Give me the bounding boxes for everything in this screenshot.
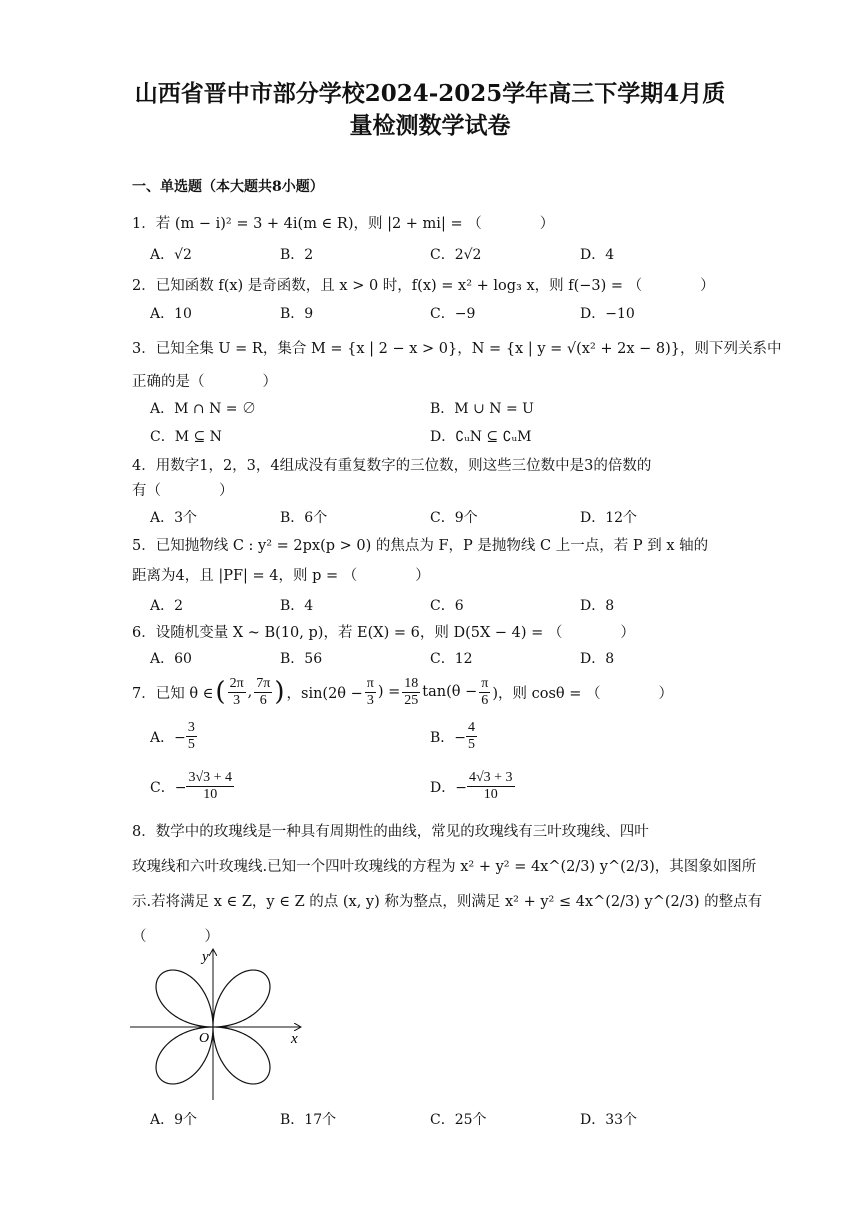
q2-option-b: B．9 (280, 306, 314, 322)
q7-int-r-den: 6 (259, 692, 267, 708)
q5-stem-line1: 5．已知抛物线 C : y² = 2px(p > 0) 的焦点为 F，P 是抛物线 C 上一点，若 P 到 x 轴的 (132, 538, 709, 554)
q3-option-b: B．M ∪ N = U (430, 401, 534, 417)
q8-stem-line4: （ ） (132, 929, 219, 945)
q7-option-b (430, 720, 477, 753)
q5-option-a: A．2 (150, 598, 184, 614)
q7-c-den: 10 (203, 787, 218, 802)
q7-paren-open: ( (215, 677, 226, 707)
q3-option-d: D．∁ᵤN ⊆ ∁ᵤM (430, 429, 532, 445)
q6-stem: 6．设随机变量 X ~ B(10, p)，若 E(X) = 6，则 D(5X − 4) = （ ） (132, 625, 635, 641)
q7-coef-den: 25 (404, 692, 419, 708)
q1-stem: 1．若 (m − i)² = 3 + 4i(m ∈ R)，则 |2 + mi| = （ ） (132, 216, 555, 232)
q7-paren-close: ) (274, 677, 285, 707)
q5-option-d: D．8 (580, 598, 615, 614)
q2-option-a: A．10 (150, 306, 192, 322)
q7-option-a (150, 720, 197, 753)
q7-b-num: 4 (468, 720, 476, 735)
document-title-line1: 山西省晋中市部分学校2024-2025学年高三下学期4月质 (134, 80, 726, 107)
q3-option-a: A．M ∩ N = ∅ (150, 401, 256, 417)
q2-option-c: C．−9 (430, 306, 476, 322)
q7-pi-sixth (479, 676, 490, 709)
q8-option-b: B．17个 (280, 1112, 337, 1128)
q5-option-b: B．4 (280, 598, 314, 614)
q7-comma: , (247, 684, 253, 700)
q7-int-l-den: 3 (233, 692, 241, 708)
q1-option-a: A．√2 (150, 247, 192, 263)
four-leaf-rose-figure (128, 945, 308, 1105)
q8-stem-line3: 示.若将满足 x ∈ Z，y ∈ Z 的点 (x, y) 称为整点，则满足 x² + y² ≤ 4x^(2/3) y^(2/3) 的整点有 (132, 894, 763, 910)
q7-a-label: A．− (150, 729, 186, 746)
q8-stem-line2: 玫瑰线和六叶玫瑰线.已知一个四叶玫瑰线的方程为 x² + y² = 4x^(2/3) y^(2/3)，其图象如图所 (132, 859, 757, 875)
q7-c-label: C．− (150, 779, 187, 796)
q7-interval-right (254, 676, 272, 709)
q7-mid3: tan(θ − (422, 684, 478, 700)
q7-a-den: 5 (187, 737, 195, 752)
q2-stem: 2．已知函数 f(x) 是奇函数，且 x > 0 时，f(x) = x² + log₃ x，则 f(−3) = （ ） (132, 278, 715, 294)
q7-coef (402, 676, 420, 709)
q7-c-num: 3√3 + 4 (188, 770, 233, 785)
q1-option-d: D．4 (580, 247, 615, 263)
q7-d-label: D．− (430, 779, 467, 796)
q7-pi2-den: 6 (481, 692, 489, 708)
q5-option-c: C．6 (430, 598, 464, 614)
q3-stem-line1: 3．已知全集 U = R，集合 M = {x | 2 − x > 0}，N = {x | y = √(x² + 2x − 8)}，则下列关系中 (132, 341, 782, 357)
q7-b-den: 5 (468, 737, 476, 752)
q4-option-d: D．12个 (580, 510, 638, 526)
q7-d-num: 4√3 + 3 (468, 770, 513, 785)
y-axis-label: y (202, 949, 209, 965)
q5-stem-line2: 距离为4，且 |PF| = 4，则 p = （ ） (132, 568, 430, 584)
q4-option-a: A．3个 (150, 510, 198, 526)
q7-interval-left (228, 676, 246, 709)
q4-stem-line2: 有（ ） (132, 483, 234, 499)
q6-option-c: C．12 (430, 651, 473, 667)
q7-pi-den: 3 (366, 692, 374, 708)
x-axis-label: x (291, 1031, 298, 1047)
q7-int-r-num: 7π (256, 675, 271, 691)
q7-b-frac (466, 720, 477, 753)
q7-tail: )，则 cosθ = （ ） (492, 685, 673, 702)
q3-stem-line2: 正确的是（ ） (132, 374, 277, 390)
q7-pi2-num: π (481, 675, 489, 691)
q7-pi-third (365, 676, 376, 709)
document-title-line2: 量检测数学试卷 (349, 112, 511, 139)
q7-option-d (430, 770, 515, 803)
q7-option-c (150, 770, 234, 803)
q7-d-den: 10 (483, 787, 498, 802)
q7-stem (132, 670, 673, 714)
q6-option-d: D．8 (580, 651, 615, 667)
q8-option-a: A．9个 (150, 1112, 198, 1128)
q6-option-b: B．56 (280, 651, 323, 667)
q7-prefix: 7．已知 θ ∈ (132, 685, 214, 702)
q3-option-c: C．M ⊆ N (150, 429, 222, 445)
q4-option-c: C．9个 (430, 510, 478, 526)
q7-mid2: ) = (377, 684, 401, 700)
section-heading: 一、单选题（本大题共8小题） (132, 179, 324, 195)
q7-coef-num: 18 (404, 675, 419, 691)
origin-label: O (199, 1031, 210, 1046)
q1-option-c: C．2√2 (430, 247, 482, 263)
q7-c-frac (186, 770, 234, 803)
q7-a-num: 3 (187, 720, 195, 735)
q4-stem-line1: 4．用数字1，2，3，4组成没有重复数字的三位数，则这些三位数中是3的倍数的 (132, 458, 652, 474)
q7-d-frac (467, 770, 515, 803)
q7-int-l-num: 2π (229, 675, 244, 691)
q8-stem-line1: 8．数学中的玫瑰线是一种具有周期性的曲线，常见的玫瑰线有三叶玫瑰线、四叶 (132, 824, 649, 840)
q1-option-b: B．2 (280, 247, 314, 263)
q8-option-c: C．25个 (430, 1112, 487, 1128)
q7-b-label: B．− (430, 729, 467, 746)
q4-option-b: B．6个 (280, 510, 328, 526)
q2-option-d: D．−10 (580, 306, 635, 322)
q7-mid1: ，sin(2θ − (286, 685, 363, 702)
q6-option-a: A．60 (150, 651, 192, 667)
q8-option-d: D．33个 (580, 1112, 638, 1128)
q7-pi-num: π (366, 675, 374, 691)
q7-a-frac (186, 720, 197, 753)
